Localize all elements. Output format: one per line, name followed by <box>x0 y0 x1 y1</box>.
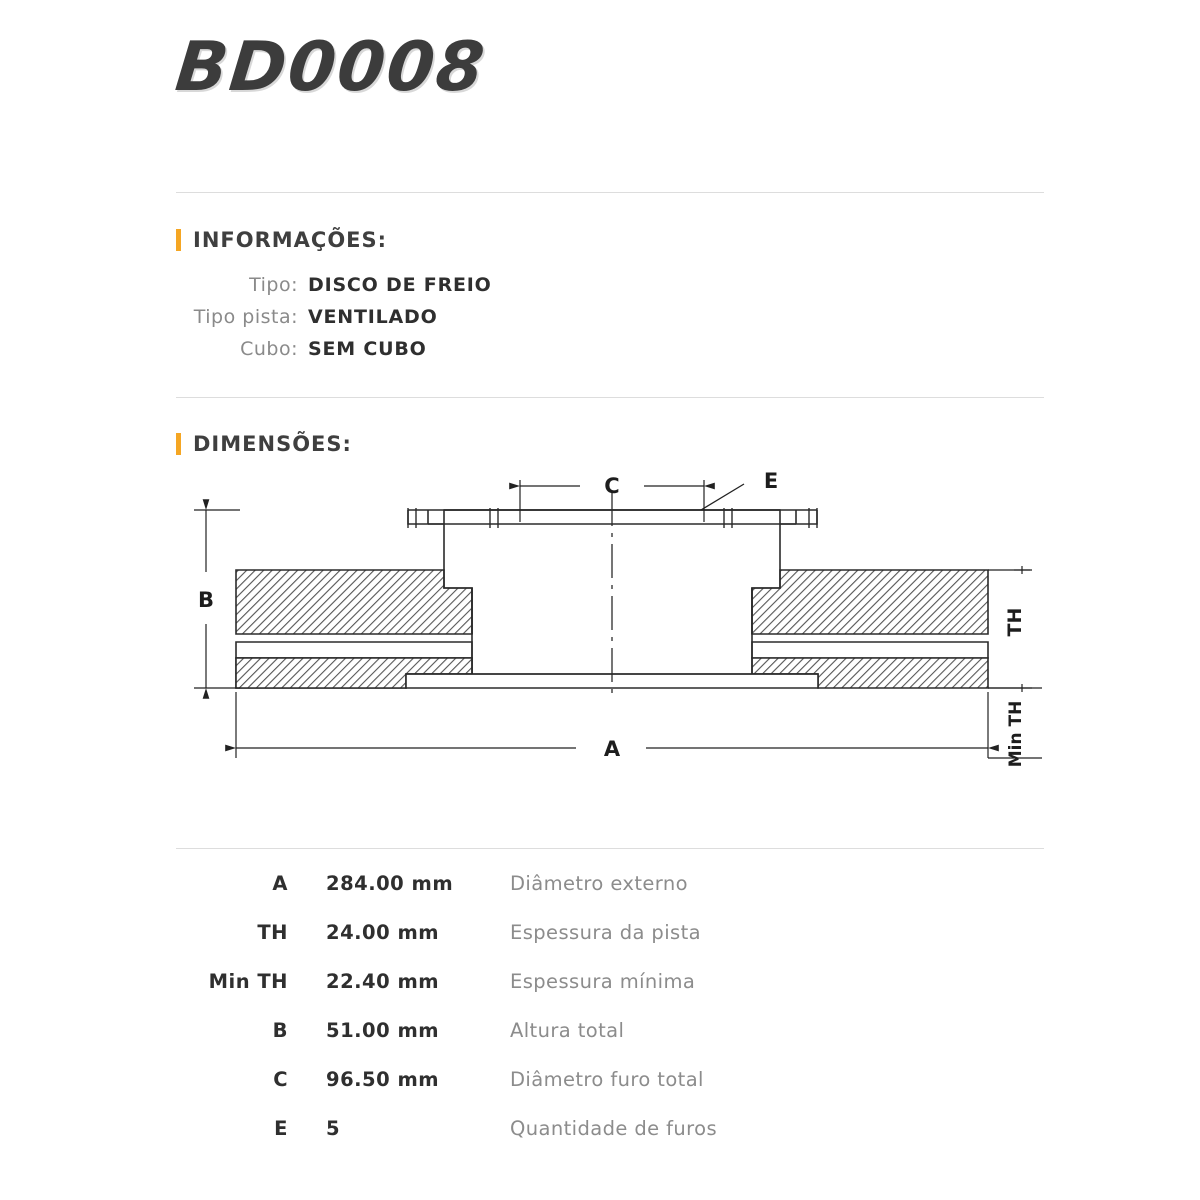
page-title-wrap <box>171 28 490 107</box>
drawing-label-a: A <box>603 737 621 761</box>
divider-middle <box>176 397 1044 398</box>
divider-bottom <box>176 848 1044 849</box>
dim-key: TH <box>257 921 288 944</box>
accent-bar-icon <box>176 433 181 455</box>
dim-description: Espessura da pista <box>510 921 701 944</box>
table-row <box>176 872 1044 921</box>
dim-key: C <box>273 1068 288 1091</box>
dim-key: A <box>272 872 288 895</box>
table-row <box>176 1117 1044 1166</box>
dim-unit: mm <box>397 921 440 944</box>
info-list <box>170 274 770 370</box>
drawing-label-th: TH <box>1004 607 1026 637</box>
info-label-tipo: Tipo: <box>249 274 298 296</box>
drawing-label-c: C <box>604 474 620 498</box>
info-row <box>170 306 770 338</box>
dim-value <box>288 872 488 895</box>
dim-unit: mm <box>397 1068 440 1091</box>
brake-disc-technical-drawing <box>176 462 1044 834</box>
dimensions-table <box>176 872 1044 1166</box>
dim-key: B <box>272 1019 288 1042</box>
divider-top <box>176 192 1044 193</box>
section-header-informacoes <box>176 228 387 252</box>
dim-description: Espessura mínima <box>510 970 696 993</box>
info-label-tipo-pista: Tipo pista: <box>193 306 298 328</box>
dim-number: 24.00 <box>326 921 391 944</box>
dim-key: E <box>274 1117 288 1140</box>
table-row <box>176 970 1044 1019</box>
dim-description: Diâmetro externo <box>510 872 688 895</box>
dim-description: Quantidade de furos <box>510 1117 718 1140</box>
dim-description: Diâmetro furo total <box>510 1068 704 1091</box>
info-value-tipo: DISCO DE FREIO <box>308 274 492 296</box>
dim-number: 51.00 <box>326 1019 391 1042</box>
info-value-cubo: SEM CUBO <box>308 338 427 360</box>
table-row <box>176 921 1044 970</box>
drawing-label-e: E <box>763 469 779 493</box>
table-row <box>176 1068 1044 1117</box>
dim-number: 5 <box>326 1117 341 1140</box>
drawing-label-min-th: Min TH <box>1006 700 1026 768</box>
dim-unit: mm <box>411 872 454 895</box>
dim-value <box>288 1019 488 1042</box>
dim-value <box>288 1117 488 1140</box>
section-title-informacoes: INFORMAÇÕES: <box>193 228 388 252</box>
dim-number: 284.00 <box>326 872 405 895</box>
dim-unit: mm <box>397 970 440 993</box>
info-row <box>170 338 770 370</box>
info-label-cubo: Cubo: <box>240 338 298 360</box>
dim-value <box>288 1068 488 1091</box>
dim-value <box>288 970 488 993</box>
info-value-tipo-pista: VENTILADO <box>308 306 438 328</box>
dim-value <box>288 921 488 944</box>
accent-bar-icon <box>176 229 181 251</box>
dim-number: 96.50 <box>326 1068 391 1091</box>
page-title: BD0008 <box>171 28 490 107</box>
section-title-dimensoes: DIMENSÕES: <box>193 432 352 456</box>
dim-unit: mm <box>397 1019 440 1042</box>
info-row <box>170 274 770 306</box>
dim-number: 22.40 <box>326 970 391 993</box>
dim-key: Min TH <box>208 970 288 993</box>
drawing-label-b: B <box>197 588 215 612</box>
table-row <box>176 1019 1044 1068</box>
section-header-dimensoes <box>176 432 352 456</box>
dim-description: Altura total <box>510 1019 625 1042</box>
